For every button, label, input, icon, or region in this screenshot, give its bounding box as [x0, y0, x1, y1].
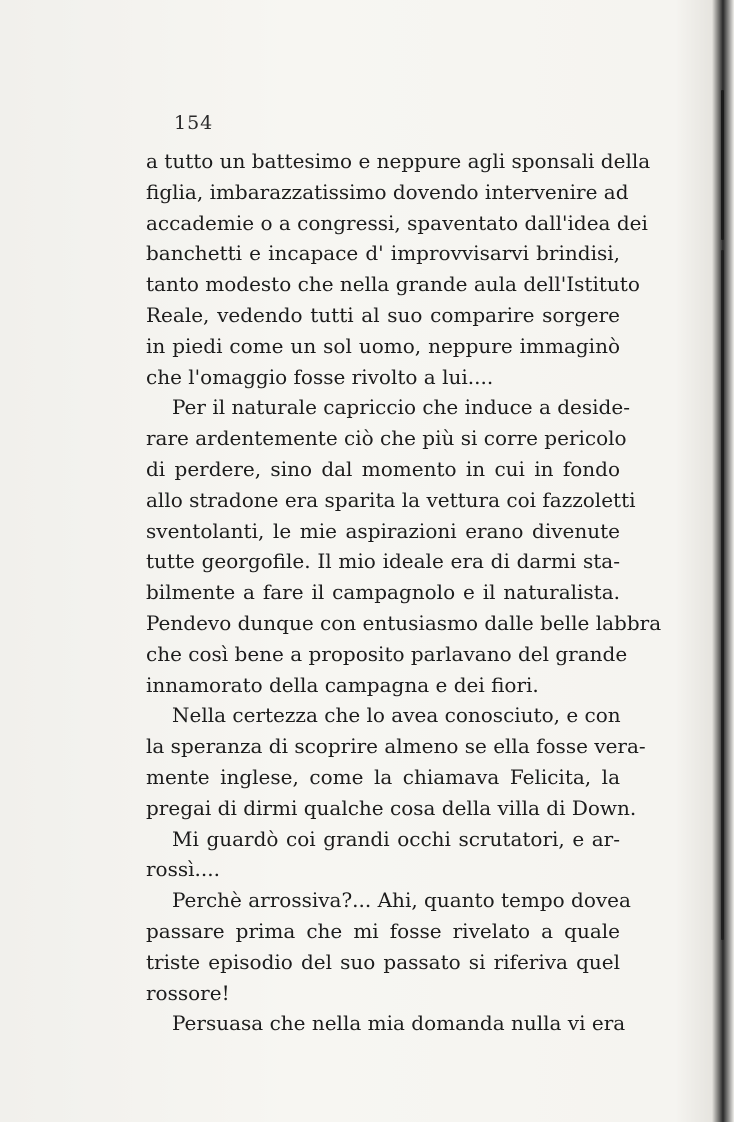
- text-line: rossore!: [146, 980, 230, 1005]
- text-line: rossì....: [146, 857, 220, 882]
- text-line: accademie o a congressi, spaventato dall'idea dei: [146, 210, 648, 235]
- text-line: bilmente a fare il campagnolo e il naturalista.: [146, 580, 620, 605]
- text-line: tutte georgofile. Il mio ideale era di darmi sta-: [146, 549, 620, 574]
- text-line: figlia, imbarazzatissimo dovendo intervenire ad: [146, 179, 629, 204]
- body-text: [146, 146, 662, 1039]
- text-line: banchetti e incapace d' improvvisarvi brindisi,: [146, 241, 620, 266]
- text-line: rare ardentemente ciò che più si corre pericolo: [146, 426, 627, 451]
- text-line: in piedi come un sol uomo, neppure immaginò: [146, 333, 620, 358]
- text-line: di perdere, sino dal momento in cui in fondo: [146, 456, 620, 481]
- text-line: passare prima che mi fosse rivelato a quale: [146, 918, 620, 943]
- text-line: Pendevo dunque con entusiasmo dalle belle labbra: [146, 610, 662, 635]
- text-line: Perchè arrossiva?... Ahi, quanto tempo dovea: [172, 888, 631, 913]
- page-edge-shadow: [721, 90, 724, 240]
- text-line: la speranza di scoprire almeno se ella fosse vera-: [146, 734, 646, 759]
- page-edge-shadow: [721, 250, 724, 940]
- text-line: Mi guardò coi grandi occhi scrutatori, e ar-: [172, 826, 620, 851]
- text-line: che l'omaggio fosse rivolto a lui....: [146, 364, 494, 389]
- text-line: innamorato della campagna e dei fiori.: [146, 672, 539, 697]
- text-line: sventolanti, le mie aspirazioni erano divenute: [146, 518, 620, 543]
- text-line: allo stradone era sparita la vettura coi fazzoletti: [146, 487, 636, 512]
- text-line: mente inglese, come la chiamava Felicita, la: [146, 764, 620, 789]
- text-line: che così bene a proposito parlavano del grande: [146, 641, 628, 666]
- page-number: 154: [174, 112, 214, 134]
- text-line: a tutto un battesimo e neppure agli sponsali della: [146, 149, 651, 173]
- text-line: pregai di dirmi qualche cosa della villa di Down.: [146, 795, 637, 820]
- text-line: tanto modesto che nella grande aula dell'Istituto: [146, 272, 640, 297]
- text-line: Persuasa che nella mia domanda nulla vi era: [172, 1011, 626, 1036]
- text-line: Reale, vedendo tutti al suo comparire sorgere: [146, 302, 620, 327]
- text-line: triste episodio del suo passato si riferiva quel: [146, 949, 620, 974]
- text-line: Nella certezza che lo avea conosciuto, e con: [172, 703, 621, 728]
- text-line: Per il naturale capriccio che induce a deside-: [172, 395, 630, 420]
